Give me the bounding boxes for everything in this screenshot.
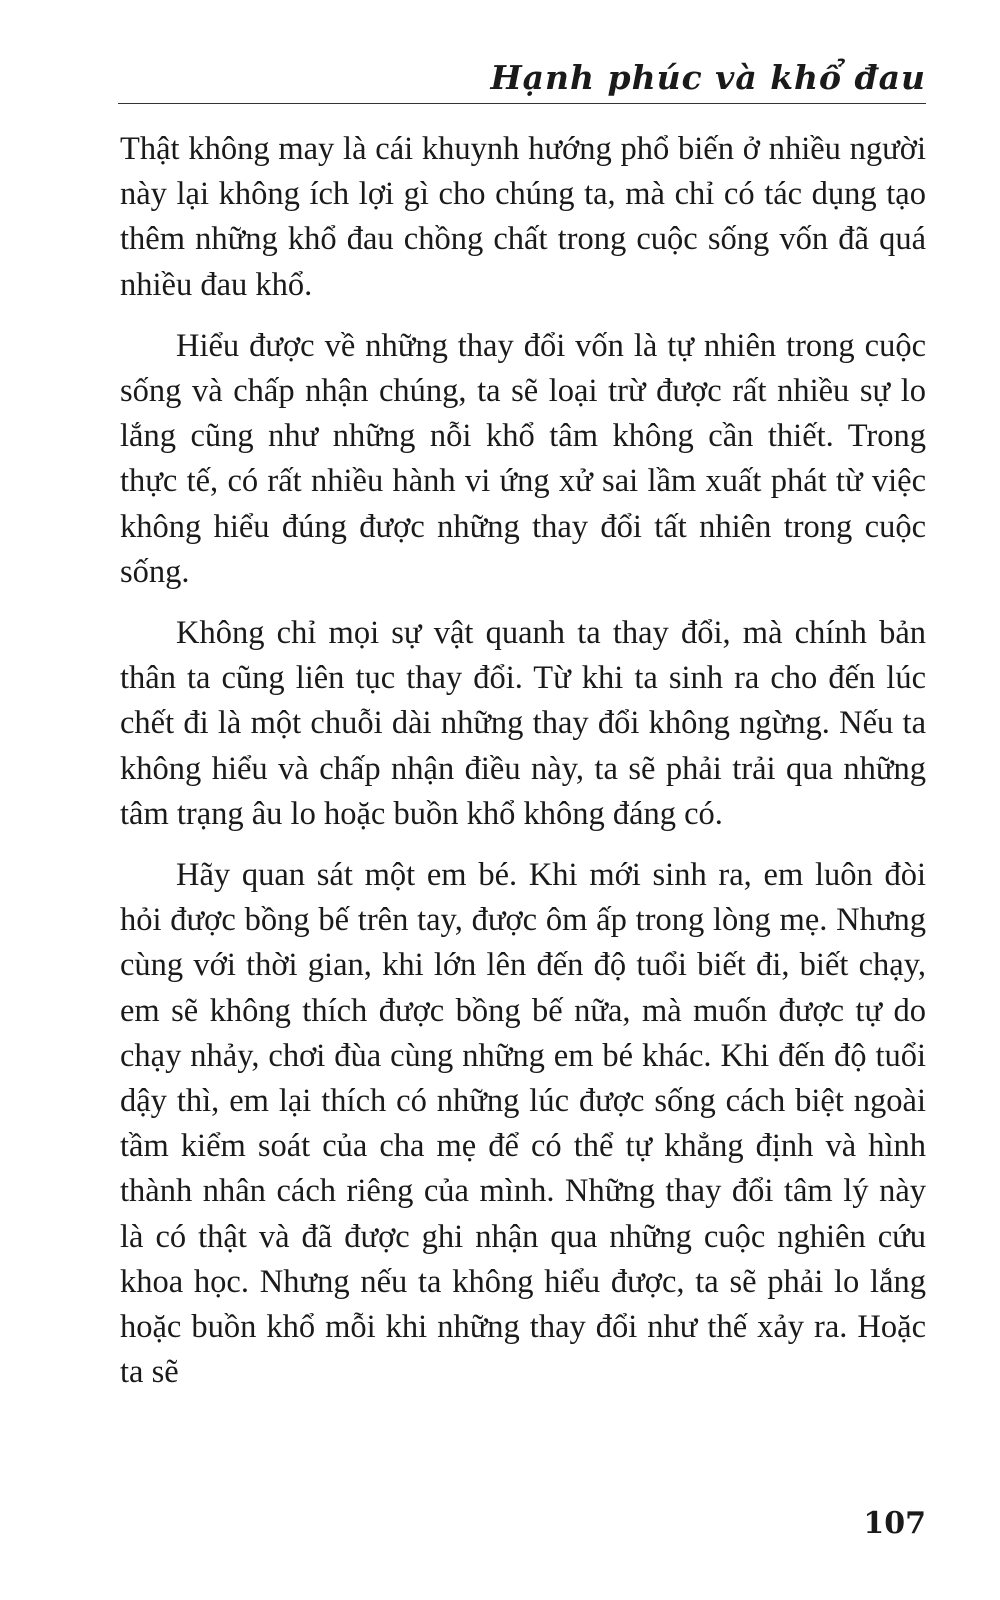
body-text (120, 127, 926, 1395)
paragraph-1: Thật không may là cái khuynh hướng phổ biến ở nhiều người này lại không ích lợi gì cho chúng ta, mà chỉ có tác dụng tạo thêm những khổ đau chồng chất trong cuộc sống vốn đã quá nhiều đau khổ. (120, 131, 926, 303)
page-number: 107 (863, 1506, 926, 1541)
header-divider (118, 103, 926, 104)
paragraph-3: Không chỉ mọi sự vật quanh ta thay đổi, mà chính bản thân ta cũng liên tục thay đổi. Từ khi ta sinh ra cho đến lúc chết đi là một chuỗi dài những thay đổi không ngừng. Nếu ta không hiểu và chấp nhận điều này, ta sẽ phải trải qua những tâm trạng âu lo hoặc buồn khổ không đáng có. (120, 615, 926, 832)
paragraph-4: Hãy quan sát một em bé. Khi mới sinh ra, em luôn đòi hỏi được bồng bế trên tay, được ôm ấp trong lòng mẹ. Nhưng cùng với thời gian, khi lớn lên đến độ tuổi biết đi, biết chạy, em sẽ không thích được bồng bế nữa, mà muốn được tự do chạy nhảy, chơi đùa cùng những em bé khác. Khi đến độ tuổi dậy thì, em lại thích có những lúc được sống cách biệt ngoài tầm kiểm soát của cha mẹ để có thể tự khẳng định và hình thành nhân cách riêng của mình. Những thay đổi tâm lý này là có thật và đã được ghi nhận qua những cuộc nghiên cứu khoa học. Nhưng nếu ta không hiểu được, ta sẽ phải lo lắng hoặc buồn khổ mỗi khi những thay đổi như thế xảy ra. Hoặc ta sẽ (120, 857, 926, 1391)
paragraph-2: Hiểu được về những thay đổi vốn là tự nhiên trong cuộc sống và chấp nhận chúng, ta sẽ loại trừ được rất nhiều sự lo lắng cũng như những nỗi khổ tâm không cần thiết. Trong thực tế, có rất nhiều hành vi ứng xử sai lầm xuất phát từ việc không hiểu đúng được những thay đổi tất nhiên trong cuộc sống. (120, 327, 926, 590)
running-header-title: Hạnh phúc và khổ đau (490, 58, 926, 97)
